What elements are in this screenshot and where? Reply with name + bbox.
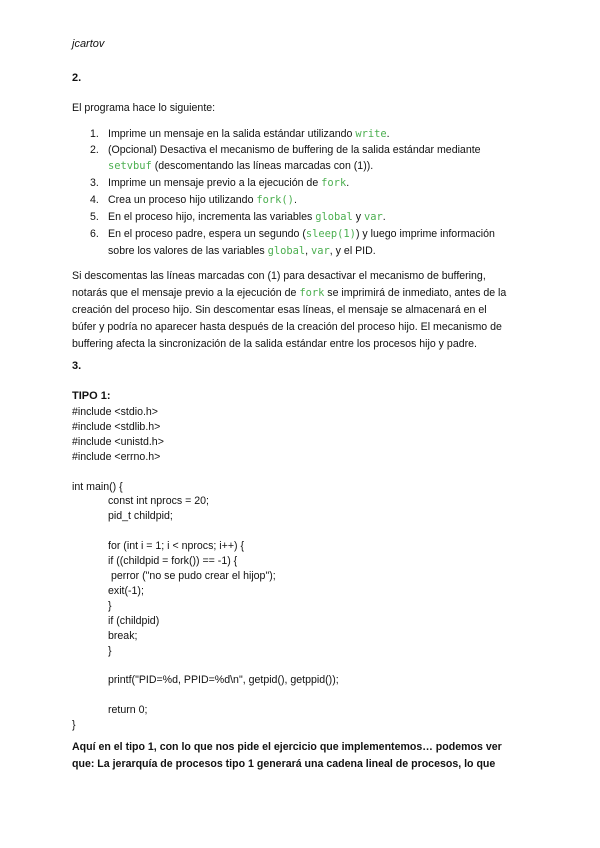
code-line: pid_t childpid; <box>108 510 173 523</box>
code-line: return 0; <box>108 704 148 717</box>
inline-code: fork() <box>256 194 294 206</box>
code-line: break; <box>108 629 138 642</box>
section-2-heading: 2. <box>72 72 82 84</box>
code-line <box>72 688 339 703</box>
inline-code: setvbuf <box>108 160 152 172</box>
code-line: for (int i = 1; i < nprocs; i++) { <box>108 540 245 553</box>
code-line: } <box>108 644 112 657</box>
tipo-1-label: TIPO 1: <box>72 390 111 402</box>
code-line: } <box>108 599 112 612</box>
code-line: if (childpid) <box>108 614 160 627</box>
inline-code: write <box>355 128 387 140</box>
code-line <box>72 465 339 480</box>
code-line <box>72 524 339 539</box>
inline-code: fork <box>299 287 325 299</box>
document-page: jcartov 2. El programa hace lo siguiente: 1. Imprime un mensaje en la salida estándar utilizando write. 2. (Opcional) Desactiva el mecanismo de buffering de la salida estándar mediante setvbuf (descomentando las líneas marcadas con (1)). 3. Imprime un mensaje previo a la ejecución de fork. 4. Crea un proceso hijo utilizando fork(). 5. En el proceso hijo, incrementa las variables global y var. 6. En el proceso padre, espera un segundo (sleep(1)) y luego imprime información sobre los valores de las variables global, var, y el PID. Si descomentas las líneas marcadas con (1) para desactivar el mecanismo de buffering, notarás que el mensaje previo a la ejecución de fork se imprimirá de inmediato, antes de la creación del proceso hijo. Sin descomentar esas líneas, el mensaje se almacenará en el búfer y podría no aparecer hasta después de la creación del proceso hijo. El mecanismo de buffering afecta la sincronización de la salida estándar entre los procesos hijo y padre. 3. TIPO 1: #include <stdio.h> #include <stdlib.h> #include <unistd.h> #include <errno.h> int main() { const int nprocs = 20; pid_t childpid; for (int i = 1; i < nprocs; i++) { if ((childpid = fork()) == -1) { perror ("no se pudo crear el hijop"); exit(-1); } if (childpid) break; } printf("PID=%d, PPID=%d\n", getpid(), getppid()); return 0; } Aquí en el tipo 1, con lo que nos pide el ejercicio que implementemos… podemos ver que: La jerarquía de procesos tipo 1 generará una cadena lineal de procesos, lo que <box>0 0 600 848</box>
author-header: jcartov <box>72 38 105 50</box>
code-line: perror ("no se pudo crear el hijop"); <box>108 569 276 582</box>
inline-code: sleep(1) <box>305 228 356 240</box>
code-line: #include <stdio.h> <box>72 406 158 418</box>
inline-code: var <box>364 211 383 223</box>
conclusion-paragraph: Aquí en el tipo 1, con lo que nos pide el ejercicio que implementemos… podemos ver que: La jerarquía de procesos tipo 1 generará una cadena lineal de procesos, lo que <box>72 741 502 770</box>
inline-code: fork <box>321 177 347 189</box>
code-line: #include <errno.h> <box>72 450 161 463</box>
code-line: printf("PID=%d, PPID=%d\n", getpid(), getppid()); <box>108 674 339 687</box>
section-2-paragraph: Si descomentas las líneas marcadas con (1) para desactivar el mecanismo de buffering, notarás que el mensaje previo a la ejecución de fork se imprimirá de inmediato, antes de la creación del proceso hijo. Sin descomentar esas líneas, el mensaje se almacenará en el búfer y podría no aparecer hasta después de la creación del proceso hijo. El mecanismo de buffering afecta la sincronización de la salida estándar entre los procesos hijo y padre. <box>72 270 507 350</box>
code-line: int main() { <box>72 480 123 493</box>
code-line: #include <unistd.h> <box>72 435 164 448</box>
inline-code: var <box>311 245 330 257</box>
code-line: } <box>72 719 76 732</box>
code-line: exit(-1); <box>108 584 144 597</box>
inline-code: global <box>267 245 306 257</box>
code-line <box>72 658 339 673</box>
inline-code: global <box>315 211 353 223</box>
code-line: const int nprocs = 20; <box>108 495 209 508</box>
section-3-heading: 3. <box>72 360 82 372</box>
code-listing <box>72 405 339 733</box>
section-2-intro: El programa hace lo siguiente: <box>72 102 216 114</box>
code-line: if ((childpid = fork()) == -1) { <box>108 555 238 568</box>
code-line: #include <stdlib.h> <box>72 420 161 433</box>
